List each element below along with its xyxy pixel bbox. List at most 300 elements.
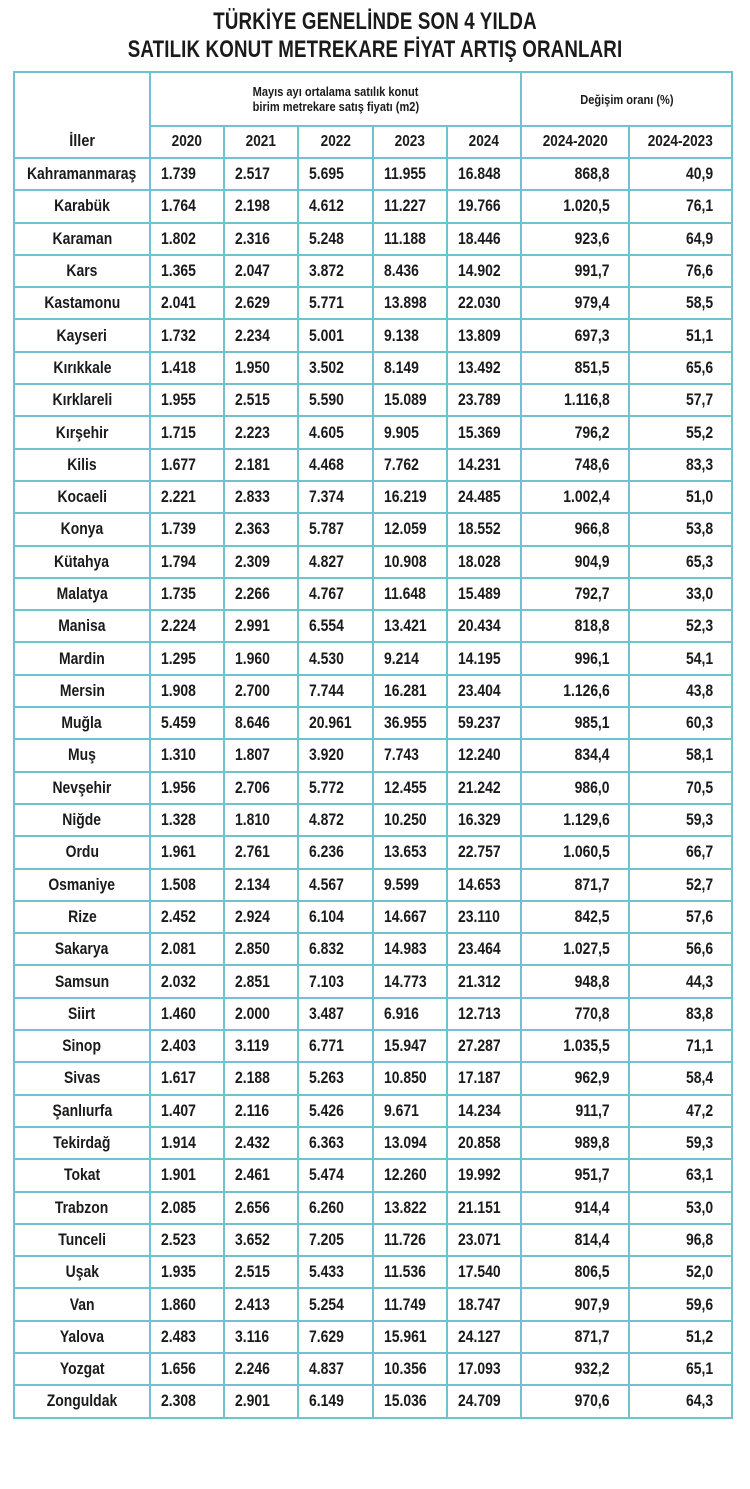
price-cell: 6.260 [298, 1192, 373, 1224]
price-cell: 17.540 [447, 1256, 521, 1288]
city-column-header: İller [14, 72, 150, 158]
price-cell: 5.771 [298, 287, 373, 319]
price-cell: 6.149 [298, 1385, 373, 1417]
price-cell: 2.629 [224, 287, 298, 319]
price-cell: 22.757 [447, 836, 521, 868]
price-cell: 13.421 [373, 610, 447, 642]
table-row [14, 223, 732, 255]
change-cell: 985,1 [521, 707, 629, 739]
table-row [14, 642, 732, 674]
table-row [14, 513, 732, 545]
price-cell: 5.590 [298, 384, 373, 416]
price-cell: 2.308 [150, 1385, 224, 1417]
price-cell: 2.188 [224, 1062, 298, 1094]
price-cell: 2.850 [224, 933, 298, 965]
year-header: 2021 [224, 126, 298, 158]
city-cell: Kars [14, 255, 150, 287]
price-cell: 1.901 [150, 1159, 224, 1191]
price-cell: 2.700 [224, 675, 298, 707]
change-cell: 1.027,5 [521, 933, 629, 965]
change-cell: 818,8 [521, 610, 629, 642]
change-cell: 76,1 [629, 190, 732, 222]
price-cell: 2.515 [224, 384, 298, 416]
table-row [14, 449, 732, 481]
city-cell: Kahramanmaraş [14, 158, 150, 190]
city-cell: Ordu [14, 836, 150, 868]
price-cell: 6.363 [298, 1127, 373, 1159]
city-cell: Siirt [14, 998, 150, 1030]
price-cell: 14.773 [373, 965, 447, 997]
price-cell: 2.181 [224, 449, 298, 481]
price-cell: 1.735 [150, 578, 224, 610]
change-cell: 932,2 [521, 1353, 629, 1385]
price-cell: 8.646 [224, 707, 298, 739]
price-cell: 4.837 [298, 1353, 373, 1385]
table-row [14, 578, 732, 610]
price-cell: 1.860 [150, 1288, 224, 1320]
price-cell: 23.071 [447, 1224, 521, 1256]
city-cell: Kütahya [14, 546, 150, 578]
price-cell: 4.767 [298, 578, 373, 610]
price-cell: 2.223 [224, 416, 298, 448]
city-cell: Nevşehir [14, 772, 150, 804]
price-cell: 13.898 [373, 287, 447, 319]
price-cell: 14.231 [447, 449, 521, 481]
price-cell: 6.832 [298, 933, 373, 965]
price-table [13, 71, 733, 1419]
price-cell: 4.872 [298, 804, 373, 836]
change-cell: 59,3 [629, 1127, 732, 1159]
price-cell: 5.474 [298, 1159, 373, 1191]
table-row [14, 287, 732, 319]
table-body [14, 158, 732, 1418]
price-cell: 1.715 [150, 416, 224, 448]
change-cell: 53,0 [629, 1192, 732, 1224]
price-cell: 10.356 [373, 1353, 447, 1385]
city-cell: Kilis [14, 449, 150, 481]
city-cell: Uşak [14, 1256, 150, 1288]
table-row [14, 158, 732, 190]
price-cell: 2.266 [224, 578, 298, 610]
year-header: 2023 [373, 126, 447, 158]
price-cell: 2.363 [224, 513, 298, 545]
city-cell: Şanlıurfa [14, 1095, 150, 1127]
change-cell: 814,4 [521, 1224, 629, 1256]
change-cell: 51,2 [629, 1321, 732, 1353]
price-cell: 1.802 [150, 223, 224, 255]
city-cell: Karabük [14, 190, 150, 222]
table-row [14, 901, 732, 933]
change-cell: 770,8 [521, 998, 629, 1030]
table-row [14, 255, 732, 287]
price-cell: 12.260 [373, 1159, 447, 1191]
table-row [14, 1062, 732, 1094]
city-cell: Muş [14, 739, 150, 771]
price-cell: 4.567 [298, 869, 373, 901]
price-cell: 1.956 [150, 772, 224, 804]
price-cell: 14.234 [447, 1095, 521, 1127]
page-title-line2: SATILIK KONUT METREKARE FİYAT ARTIŞ ORANLARI [127, 36, 623, 63]
price-cell: 3.487 [298, 998, 373, 1030]
price-cell: 3.116 [224, 1321, 298, 1353]
price-cell: 19.766 [447, 190, 521, 222]
price-cell: 24.127 [447, 1321, 521, 1353]
price-cell: 13.653 [373, 836, 447, 868]
price-cell: 6.554 [298, 610, 373, 642]
price-cell: 2.901 [224, 1385, 298, 1417]
change-cell: 806,5 [521, 1256, 629, 1288]
price-cell: 16.848 [447, 158, 521, 190]
city-cell: Manisa [14, 610, 150, 642]
price-cell: 2.403 [150, 1030, 224, 1062]
change-cell: 1.002,4 [521, 481, 629, 513]
table-row [14, 1127, 732, 1159]
price-cell: 20.434 [447, 610, 521, 642]
city-cell: Kayseri [14, 319, 150, 351]
price-cell: 14.195 [447, 642, 521, 674]
price-cell: 7.103 [298, 965, 373, 997]
year-header: 2022 [298, 126, 373, 158]
price-cell: 21.312 [447, 965, 521, 997]
price-cell: 1.617 [150, 1062, 224, 1094]
table-row [14, 319, 732, 351]
change-cell: 51,0 [629, 481, 732, 513]
price-cell: 7.762 [373, 449, 447, 481]
price-cell: 1.418 [150, 352, 224, 384]
change-cell: 52,0 [629, 1256, 732, 1288]
price-cell: 24.485 [447, 481, 521, 513]
price-cell: 23.404 [447, 675, 521, 707]
price-cell: 2.523 [150, 1224, 224, 1256]
table-row [14, 1159, 732, 1191]
change-cell: 47,2 [629, 1095, 732, 1127]
change-cell: 871,7 [521, 869, 629, 901]
change-cell: 1.129,6 [521, 804, 629, 836]
page-title-line1: TÜRKİYE GENELİNDE SON 4 YILDA [213, 8, 537, 35]
table-row [14, 707, 732, 739]
change-cell: 59,3 [629, 804, 732, 836]
change-cell: 51,1 [629, 319, 732, 351]
price-cell: 17.187 [447, 1062, 521, 1094]
city-cell: Niğde [14, 804, 150, 836]
change-cell: 907,9 [521, 1288, 629, 1320]
price-cell: 13.809 [447, 319, 521, 351]
city-cell: Yalova [14, 1321, 150, 1353]
price-cell: 5.248 [298, 223, 373, 255]
price-cell: 2.851 [224, 965, 298, 997]
price-cell: 2.517 [224, 158, 298, 190]
price-cell: 1.739 [150, 513, 224, 545]
price-cell: 22.030 [447, 287, 521, 319]
year-header: 2024 [447, 126, 521, 158]
price-cell: 5.001 [298, 319, 373, 351]
price-cell: 3.652 [224, 1224, 298, 1256]
price-cell: 1.810 [224, 804, 298, 836]
price-cell: 6.771 [298, 1030, 373, 1062]
price-cell: 6.236 [298, 836, 373, 868]
price-cell: 2.032 [150, 965, 224, 997]
price-cell: 5.772 [298, 772, 373, 804]
change-cell: 904,9 [521, 546, 629, 578]
price-cell: 2.924 [224, 901, 298, 933]
price-cell: 4.612 [298, 190, 373, 222]
price-cell: 15.489 [447, 578, 521, 610]
price-cell: 15.089 [373, 384, 447, 416]
price-cell: 2.413 [224, 1288, 298, 1320]
price-cell: 8.149 [373, 352, 447, 384]
price-cell: 2.000 [224, 998, 298, 1030]
table-row [14, 1192, 732, 1224]
change-cell: 64,9 [629, 223, 732, 255]
change-cell: 65,3 [629, 546, 732, 578]
price-cell: 11.955 [373, 158, 447, 190]
price-cell: 2.515 [224, 1256, 298, 1288]
price-cell: 5.433 [298, 1256, 373, 1288]
change-cell: 96,8 [629, 1224, 732, 1256]
change-cell: 59,6 [629, 1288, 732, 1320]
change-cell: 970,6 [521, 1385, 629, 1417]
price-cell: 15.036 [373, 1385, 447, 1417]
price-cell: 7.744 [298, 675, 373, 707]
change-cell: 76,6 [629, 255, 732, 287]
price-cell: 21.151 [447, 1192, 521, 1224]
price-group-line1: Mayıs ayı ortalama satılık konut [252, 84, 419, 99]
price-cell: 5.695 [298, 158, 373, 190]
change-cell: 53,8 [629, 513, 732, 545]
change-cell: 989,8 [521, 1127, 629, 1159]
price-cell: 18.747 [447, 1288, 521, 1320]
price-cell: 8.436 [373, 255, 447, 287]
change-cell: 871,7 [521, 1321, 629, 1353]
change-header: 2024-2023 [629, 126, 732, 158]
price-cell: 7.743 [373, 739, 447, 771]
price-cell: 1.935 [150, 1256, 224, 1288]
city-cell: Konya [14, 513, 150, 545]
price-cell: 4.530 [298, 642, 373, 674]
change-cell: 966,8 [521, 513, 629, 545]
change-cell: 52,3 [629, 610, 732, 642]
price-cell: 3.920 [298, 739, 373, 771]
price-cell: 18.552 [447, 513, 521, 545]
table-row [14, 546, 732, 578]
price-cell: 2.991 [224, 610, 298, 642]
price-cell: 23.789 [447, 384, 521, 416]
change-cell: 43,8 [629, 675, 732, 707]
price-cell: 19.992 [447, 1159, 521, 1191]
price-cell: 6.916 [373, 998, 447, 1030]
price-cell: 11.227 [373, 190, 447, 222]
table-row [14, 610, 732, 642]
change-cell: 1.035,5 [521, 1030, 629, 1062]
price-cell: 2.309 [224, 546, 298, 578]
city-cell: Yozgat [14, 1353, 150, 1385]
change-cell: 986,0 [521, 772, 629, 804]
price-cell: 11.536 [373, 1256, 447, 1288]
change-cell: 842,5 [521, 901, 629, 933]
price-cell: 9.905 [373, 416, 447, 448]
price-cell: 10.850 [373, 1062, 447, 1094]
change-cell: 33,0 [629, 578, 732, 610]
price-cell: 1.365 [150, 255, 224, 287]
price-cell: 12.059 [373, 513, 447, 545]
price-group-header [150, 72, 521, 126]
price-cell: 11.726 [373, 1224, 447, 1256]
price-cell: 1.914 [150, 1127, 224, 1159]
table-row [14, 675, 732, 707]
change-cell: 951,7 [521, 1159, 629, 1191]
change-cell: 948,8 [521, 965, 629, 997]
price-cell: 20.961 [298, 707, 373, 739]
change-cell: 57,6 [629, 901, 732, 933]
table-row [14, 933, 732, 965]
price-cell: 16.281 [373, 675, 447, 707]
price-cell: 13.094 [373, 1127, 447, 1159]
price-cell: 3.502 [298, 352, 373, 384]
price-cell: 16.219 [373, 481, 447, 513]
table-row [14, 1321, 732, 1353]
city-cell: Zonguldak [14, 1385, 150, 1417]
city-cell: Trabzon [14, 1192, 150, 1224]
price-cell: 36.955 [373, 707, 447, 739]
city-cell: Kırklareli [14, 384, 150, 416]
price-cell: 5.426 [298, 1095, 373, 1127]
table-row [14, 804, 732, 836]
price-cell: 11.648 [373, 578, 447, 610]
price-cell: 2.833 [224, 481, 298, 513]
price-cell: 2.246 [224, 1353, 298, 1385]
price-cell: 5.459 [150, 707, 224, 739]
city-cell: Rize [14, 901, 150, 933]
change-cell: 65,6 [629, 352, 732, 384]
price-cell: 1.908 [150, 675, 224, 707]
table-row [14, 1288, 732, 1320]
price-cell: 1.460 [150, 998, 224, 1030]
change-cell: 796,2 [521, 416, 629, 448]
price-cell: 2.224 [150, 610, 224, 642]
price-cell: 1.295 [150, 642, 224, 674]
price-cell: 13.492 [447, 352, 521, 384]
price-cell: 2.316 [224, 223, 298, 255]
price-cell: 16.329 [447, 804, 521, 836]
change-cell: 792,7 [521, 578, 629, 610]
price-cell: 2.234 [224, 319, 298, 351]
city-cell: Tunceli [14, 1224, 150, 1256]
price-cell: 6.104 [298, 901, 373, 933]
price-cell: 2.761 [224, 836, 298, 868]
city-cell: Sivas [14, 1062, 150, 1094]
change-group-header: Değişim oranı (%) [521, 72, 732, 126]
price-cell: 4.827 [298, 546, 373, 578]
price-cell: 23.110 [447, 901, 521, 933]
price-cell: 17.093 [447, 1353, 521, 1385]
table-row [14, 869, 732, 901]
change-cell: 83,3 [629, 449, 732, 481]
table-row [14, 1224, 732, 1256]
price-cell: 2.041 [150, 287, 224, 319]
price-cell: 12.240 [447, 739, 521, 771]
change-cell: 57,7 [629, 384, 732, 416]
change-cell: 64,3 [629, 1385, 732, 1417]
price-cell: 1.794 [150, 546, 224, 578]
city-cell: Kırıkkale [14, 352, 150, 384]
change-cell: 834,4 [521, 739, 629, 771]
change-cell: 58,5 [629, 287, 732, 319]
city-cell: Samsun [14, 965, 150, 997]
price-cell: 59.237 [447, 707, 521, 739]
city-cell: Karaman [14, 223, 150, 255]
change-cell: 58,1 [629, 739, 732, 771]
price-cell: 10.250 [373, 804, 447, 836]
table-row [14, 481, 732, 513]
change-cell: 83,8 [629, 998, 732, 1030]
price-cell: 11.188 [373, 223, 447, 255]
change-cell: 56,6 [629, 933, 732, 965]
table-row [14, 190, 732, 222]
price-cell: 3.119 [224, 1030, 298, 1062]
change-cell: 1.116,8 [521, 384, 629, 416]
city-cell: Osmaniye [14, 869, 150, 901]
price-cell: 20.858 [447, 1127, 521, 1159]
change-cell: 991,7 [521, 255, 629, 287]
city-cell: Kastamonu [14, 287, 150, 319]
price-cell: 7.629 [298, 1321, 373, 1353]
change-cell: 58,4 [629, 1062, 732, 1094]
price-cell: 15.961 [373, 1321, 447, 1353]
price-cell: 1.310 [150, 739, 224, 771]
price-cell: 1.807 [224, 739, 298, 771]
price-cell: 1.961 [150, 836, 224, 868]
table-row [14, 836, 732, 868]
price-cell: 2.221 [150, 481, 224, 513]
price-cell: 11.749 [373, 1288, 447, 1320]
price-cell: 13.822 [373, 1192, 447, 1224]
table-row [14, 416, 732, 448]
change-cell: 697,3 [521, 319, 629, 351]
price-cell: 10.908 [373, 546, 447, 578]
price-cell: 1.739 [150, 158, 224, 190]
price-cell: 4.605 [298, 416, 373, 448]
price-cell: 5.254 [298, 1288, 373, 1320]
price-cell: 4.468 [298, 449, 373, 481]
price-cell: 18.028 [447, 546, 521, 578]
table-row [14, 965, 732, 997]
price-cell: 1.677 [150, 449, 224, 481]
price-cell: 1.732 [150, 319, 224, 351]
price-cell: 2.116 [224, 1095, 298, 1127]
city-cell: Tekirdağ [14, 1127, 150, 1159]
price-cell: 1.656 [150, 1353, 224, 1385]
table-row [14, 352, 732, 384]
change-cell: 66,7 [629, 836, 732, 868]
change-cell: 748,6 [521, 449, 629, 481]
city-cell: Sinop [14, 1030, 150, 1062]
price-cell: 12.455 [373, 772, 447, 804]
change-cell: 962,9 [521, 1062, 629, 1094]
city-cell: Sakarya [14, 933, 150, 965]
change-cell: 923,6 [521, 223, 629, 255]
price-cell: 5.263 [298, 1062, 373, 1094]
price-cell: 2.461 [224, 1159, 298, 1191]
change-cell: 71,1 [629, 1030, 732, 1062]
price-cell: 2.432 [224, 1127, 298, 1159]
price-cell: 7.374 [298, 481, 373, 513]
change-cell: 70,5 [629, 772, 732, 804]
price-cell: 14.653 [447, 869, 521, 901]
price-cell: 9.138 [373, 319, 447, 351]
price-cell: 23.464 [447, 933, 521, 965]
change-header: 2024-2020 [521, 126, 629, 158]
change-cell: 911,7 [521, 1095, 629, 1127]
